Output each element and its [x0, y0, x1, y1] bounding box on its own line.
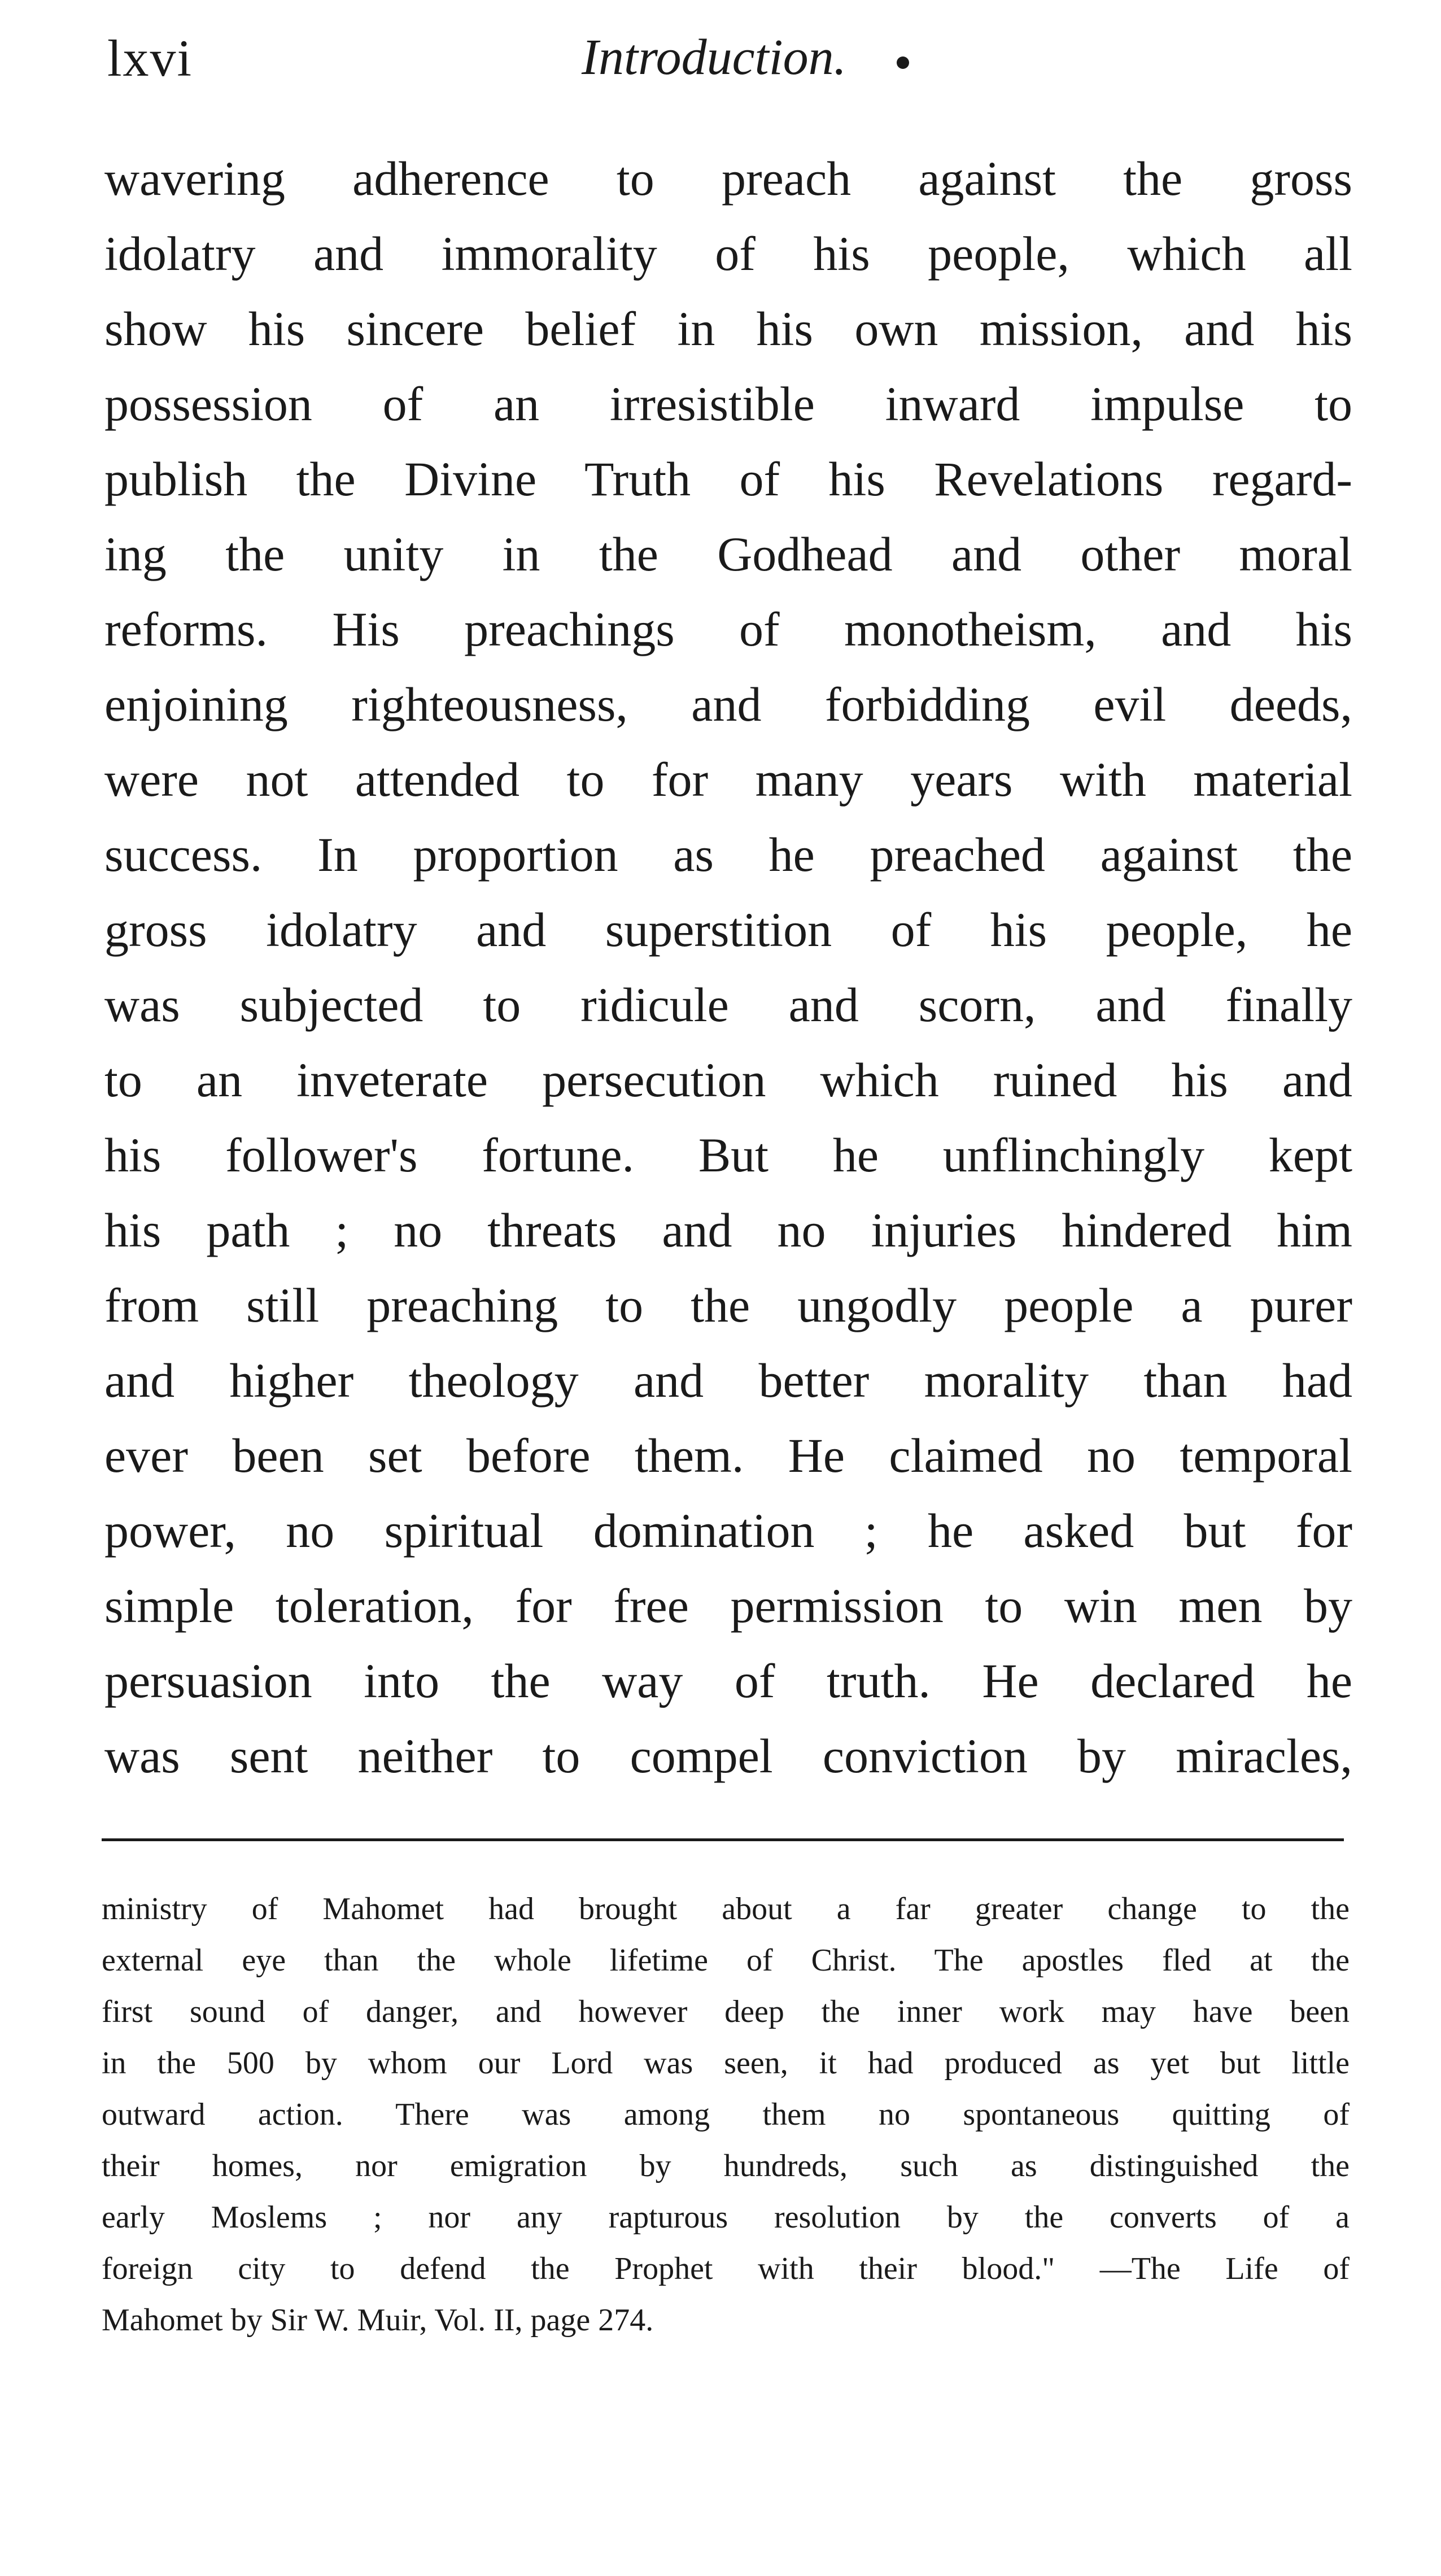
- text-line: show his sincere belief in his own mission, and his: [104, 302, 1352, 356]
- text-line: persuasion into the way of truth. He declared he: [104, 1654, 1352, 1708]
- footnote-line: ministry of Mahomet had brought about a far greater change to the: [102, 1891, 1350, 1926]
- text-line: was sent neither to compel conviction by miracles,: [104, 1729, 1352, 1783]
- text-line: wavering adherence to preach against the gross: [104, 151, 1352, 206]
- text-line: simple toleration, for free permission to win men by: [104, 1579, 1352, 1633]
- ornament-dot-icon: [897, 56, 909, 69]
- footnote-line: external eye than the whole lifetime of Christ. The apostles fled at the: [102, 1943, 1350, 1978]
- footnote-line: early Moslems ; nor any rapturous resolution by the converts of a: [102, 2200, 1350, 2235]
- text-line: gross idolatry and superstition of his people, he: [104, 903, 1352, 957]
- text-line: publish the Divine Truth of his Revelations regard-: [104, 452, 1352, 506]
- footnote-line: outward action. There was among them no spontaneous quitting of: [102, 2097, 1350, 2132]
- running-header: [102, 23, 1361, 113]
- text-line: to an inveterate persecution which ruined his and: [104, 1053, 1352, 1107]
- text-line: possession of an irresistible inward impulse to: [104, 377, 1352, 431]
- text-line: was subjected to ridicule and scorn, and finally: [104, 978, 1352, 1032]
- text-line: from still preaching to the ungodly people a purer: [104, 1278, 1352, 1332]
- text-line: enjoining righteousness, and forbidding evil deeds,: [104, 677, 1352, 731]
- text-line: ever been set before them. He claimed no temporal: [104, 1428, 1352, 1483]
- running-title: Introduction.: [582, 29, 847, 85]
- footnote-line: their homes, nor emigration by hundreds, such as distinguished the: [102, 2148, 1350, 2183]
- text-line: his path ; no threats and no injuries hindered him: [104, 1203, 1352, 1257]
- footnote-line: first sound of danger, and however deep the inner work may have been: [102, 1994, 1350, 2029]
- page-number: lxvi: [107, 29, 193, 87]
- text-line: idolatry and immorality of his people, which all: [104, 226, 1352, 281]
- footnote: [102, 1884, 1350, 2346]
- main-text: [104, 141, 1352, 1794]
- text-line: ing the unity in the Godhead and other moral: [104, 527, 1352, 581]
- footnote-line: in the 500 by whom our Lord was seen, it had produced as yet but little: [102, 2046, 1350, 2081]
- text-line: were not attended to for many years with material: [104, 752, 1352, 807]
- footnote-divider: [102, 1838, 1344, 1841]
- text-line: his follower's fortune. But he unflinchingly kept: [104, 1128, 1352, 1182]
- text-line: power, no spiritual domination ; he asked but for: [104, 1503, 1352, 1558]
- footnote-line: Mahomet by Sir W. Muir, Vol. II, page 274.: [102, 2303, 654, 2338]
- text-line: reforms. His preachings of monotheism, and his: [104, 602, 1352, 656]
- text-line: success. In proportion as he preached against the: [104, 827, 1352, 882]
- text-line: and higher theology and better morality than had: [104, 1353, 1352, 1407]
- footnote-line: foreign city to defend the Prophet with their blood." —The Life of: [102, 2251, 1350, 2286]
